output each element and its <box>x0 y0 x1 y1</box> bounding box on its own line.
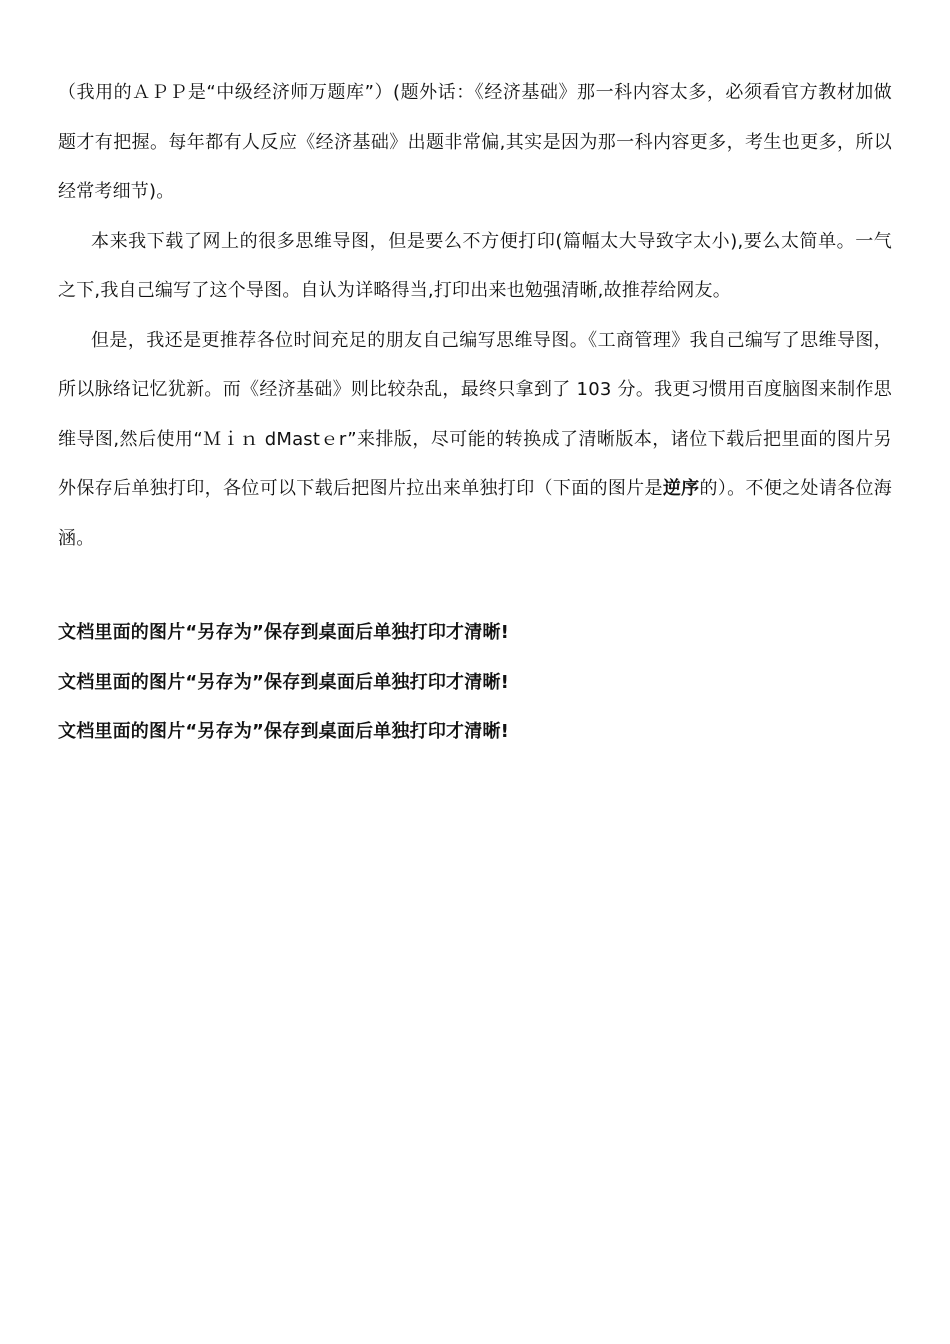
document-page <box>58 68 892 757</box>
print-note: 文档里面的图片“另存为”保存到桌面后单独打印才清晰! <box>58 671 510 693</box>
recommendation-text: 但是，我还是更推荐各位时间充足的朋友自己编写思维导图。《工商管理》我自己编写了思维导图，所以脉络记忆犹新。而《经济基础》则比较杂乱，最终只拿到了 103 分。我更习惯用百度脑图来制作思维导图,然后使用“Ｍｉｎ dMastｅr”来排版，尽可能的转换成了清晰版本，诸位下载后把里面的图片另外保存后单独打印，各位可以下载后把图片拉出来单独打印（下面的图片是 <box>58 329 892 499</box>
print-notes <box>58 608 892 757</box>
intro-paragraph: （我用的ＡＰＰ是“中级经济师万题库”）(题外话：《经济基础》那一科内容太多，必须看官方教材加做题才有把握。每年都有人反应《经济基础》出题非常偏,其实是因为那一科内容更多，考生也更多，所以经常考细节)。 <box>58 82 892 202</box>
reverse-order-emphasis: 逆序 <box>662 478 700 499</box>
print-note: 文档里面的图片“另存为”保存到桌面后单独打印才清晰! <box>58 622 510 643</box>
mindmap-paragraph: 本来我下载了网上的很多思维导图，但是要么不方便打印(篇幅太大导致字太小),要么太简单。一气之下,我自己编写了这个导图。自认为详略得当,打印出来也勉强清晰,故推荐给网友。 <box>58 230 892 301</box>
recommendation-paragraph <box>58 316 892 564</box>
print-note: 文档里面的图片“另存为”保存到桌面后单独打印才清晰! <box>58 721 510 742</box>
recommendation-tail: 的）。不便之处请各位海涵。 <box>58 478 892 549</box>
